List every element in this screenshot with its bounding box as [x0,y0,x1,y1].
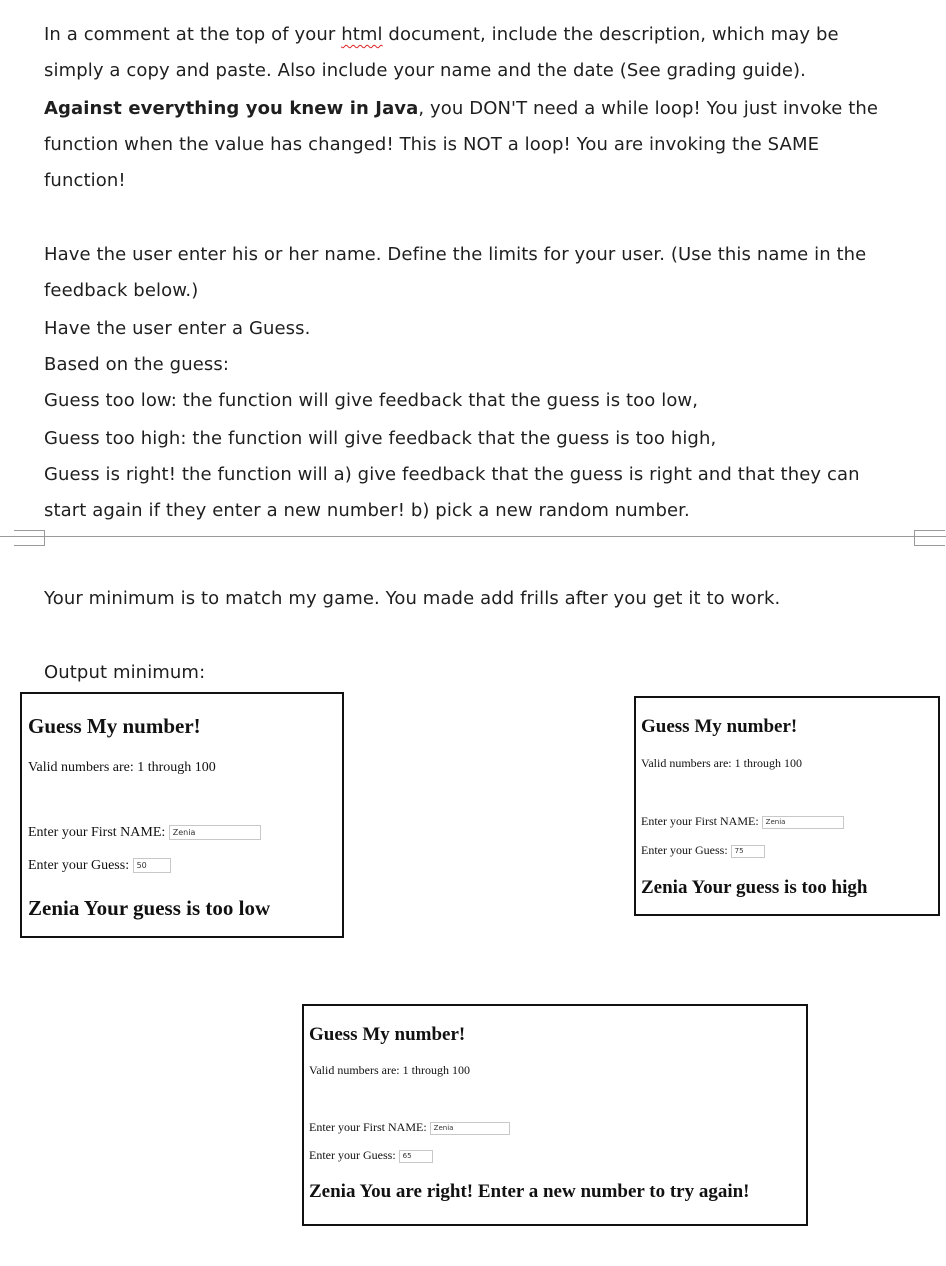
guess-input[interactable]: 65 [399,1150,433,1163]
guess-label: Enter your Guess: [309,1148,396,1162]
instruction-line [44,24,839,45]
guess-row [641,843,765,858]
instruction-line: function when the value has changed! This is NOT a loop! You are invoking the SAME [44,134,820,155]
valid-range-text: Valid numbers are: 1 through 100 [309,1063,470,1077]
guess-label: Enter your Guess: [28,858,130,873]
text: document, include the description, which may be [382,24,839,45]
name-input[interactable]: Zenia [762,816,844,829]
feedback-text: Zenia Your guess is too low [28,896,271,920]
instruction-line: simply a copy and paste. Also include your name and the date (See grading guide). [44,60,806,81]
example-screenshot-too-low [20,692,344,938]
instruction-line: start again if they enter a new number! b) pick a new random number. [44,500,690,521]
guess-input[interactable]: 50 [133,858,171,873]
page-break-rule [0,536,946,537]
guess-row [28,858,171,874]
instruction-line: Guess is right! the function will a) give feedback that the guess is right and that they can [44,464,860,485]
instruction-line: Your minimum is to match my game. You made add frills after you get it to work. [44,588,781,609]
guess-label: Enter your Guess: [641,843,728,857]
guess-row [309,1148,433,1163]
margin-marker-right [914,530,945,546]
example-screenshot-right [302,1004,808,1226]
instruction-line: feedback below.) [44,280,199,301]
name-row [28,825,261,841]
instruction-line: Have the user enter a Guess. [44,318,311,339]
game-heading: Guess My number! [309,1024,466,1045]
valid-range-text: Valid numbers are: 1 through 100 [28,760,216,775]
game-heading: Guess My number! [28,714,201,738]
instruction-line: function! [44,170,126,191]
name-label: Enter your First NAME: [641,814,759,828]
feedback-text: Zenia Your guess is too high [641,877,868,898]
instruction-line: Guess too high: the function will give feedback that the guess is too high, [44,428,717,449]
guess-input[interactable]: 75 [731,845,765,858]
valid-range-text: Valid numbers are: 1 through 100 [641,756,802,770]
spellcheck-word: html [341,24,383,45]
margin-marker-left [14,530,45,546]
name-row [309,1120,510,1135]
text: , you DON'T need a while loop! You just invoke the [418,98,879,119]
instruction-line: Based on the guess: [44,354,230,375]
instruction-line [44,98,878,119]
name-row [641,814,844,829]
feedback-text: Zenia You are right! Enter a new number to try again! [309,1181,750,1202]
name-input[interactable]: Zenia [169,825,261,840]
bold-text: Against everything you knew in Java [44,98,419,119]
game-heading: Guess My number! [641,716,798,737]
name-input[interactable]: Zenia [430,1122,510,1135]
instruction-line: Have the user enter his or her name. Define the limits for your user. (Use this name in the [44,244,867,265]
instruction-line: Output minimum: [44,662,206,683]
example-screenshot-too-high [634,696,940,916]
text: In a comment at the top of your [44,24,342,45]
name-label: Enter your First NAME: [28,825,166,840]
name-label: Enter your First NAME: [309,1120,427,1134]
instruction-line: Guess too low: the function will give feedback that the guess is too low, [44,390,699,411]
